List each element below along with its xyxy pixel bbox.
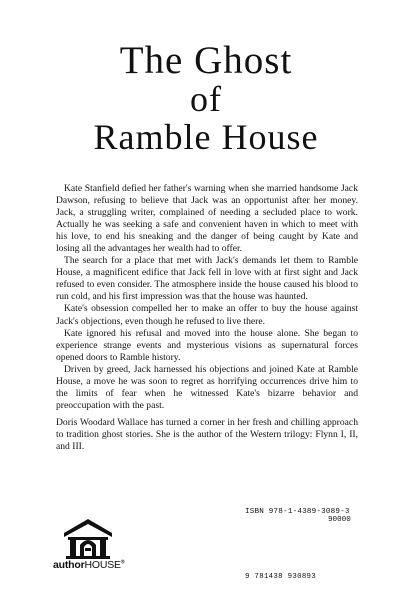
isbn-label: ISBN 978-1-4389-3089-3 — [245, 508, 350, 516]
author-bio: Doris Woodard Wallace has turned a corner in her fresh and chilling approach to tradition ghost stories. She is the author of the Western trilogy: Flynn I, II, and III. — [56, 417, 358, 453]
registered-mark: ® — [120, 559, 125, 566]
publisher-name-bold: author — [53, 559, 85, 571]
publisher-name-rest: HOUSE — [84, 559, 121, 571]
blurb-paragraph: Driven by greed, Jack harnessed his objections and joined Kate at Ramble House, a move he was soon to regret as horrifying occurrences drive him to the limits of fear when he witnessed Kate's bizarre behavior and preoccupation with the past. — [56, 363, 358, 411]
title-line-1: The Ghost — [119, 39, 293, 82]
blurb-paragraph: The search for a place that met with Jack's demands let them to Ramble House, a magnificent edifice that Jack fell in love with at first sight and Jack refused to even consider. The atmosphere inside the house caused his blood to run cold, and his first impression was that the house was haunted. — [56, 255, 358, 303]
blurb-paragraph: Kate ignored his refusal and moved into the house alone. She began to experience strange events and mysterious visions as supernatural forces opened doors to Ramble history. — [56, 327, 358, 363]
title-line-3: Ramble House — [93, 117, 319, 157]
price-barcode — [328, 526, 358, 568]
price-code: 90000 — [328, 516, 351, 524]
blurb — [56, 183, 358, 412]
publisher-name — [53, 559, 124, 571]
ean-barcode — [247, 520, 325, 572]
title-line-2: of — [190, 79, 222, 119]
blurb-paragraph: Kate Stanfield defied her father's warning when she married handsome Jack Dawson, refusing to believe that Jack was an opportunist after her money. Jack, a struggling writer, complained of needing a secluded place to work. Actually he was seeking a safe and convenient haven in which to meet with his love, to end his sneaking and the danger of being caught by Kate and losing all the advantages her wealth had to offer. — [56, 183, 358, 255]
blurb-paragraph: Kate's obsession compelled her to make an offer to buy the house against Jack's objections, even though he refused to live there. — [56, 303, 358, 327]
authorhouse-logo-icon — [58, 515, 118, 559]
ean-digits: 9 781438 930893 — [245, 573, 317, 581]
